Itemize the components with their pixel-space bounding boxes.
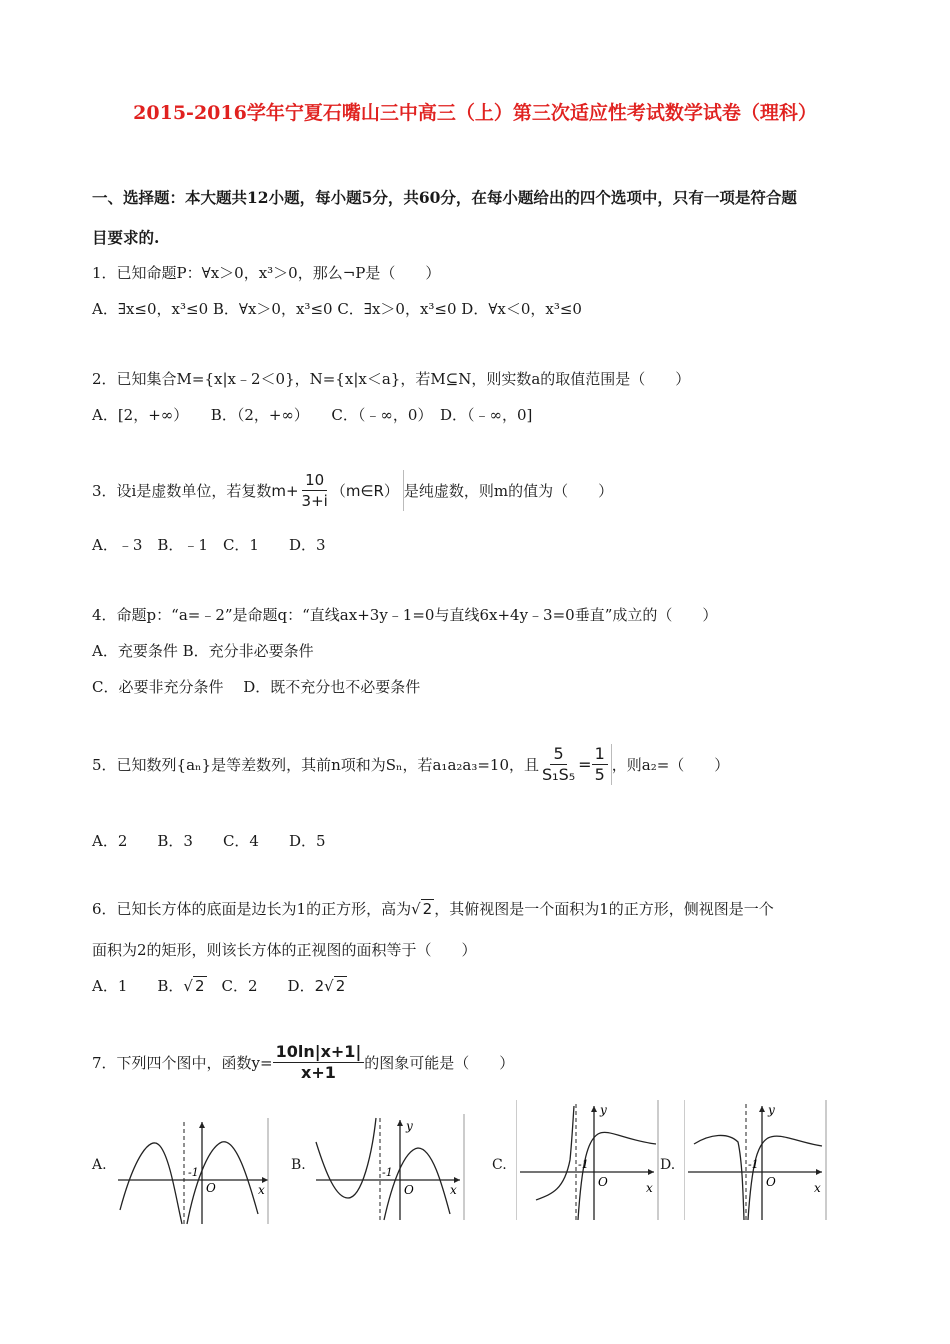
- q5-formula: [539, 744, 612, 785]
- graph-a-x-label: x: [258, 1183, 265, 1197]
- q6-opt-c: C．2 D．: [206, 977, 315, 995]
- graph-a-right-branch: [187, 1142, 258, 1224]
- q5-stem-a: 5．已知数列{aₙ}是等差数列，其前n项和为Sₙ，若a₁a₂a₃=10，且: [92, 756, 540, 774]
- q3-fraction: [299, 470, 331, 511]
- q5-f1-num: 5: [550, 744, 566, 765]
- graph-d-x-arrow: [816, 1169, 822, 1175]
- q6-stem-line2: 面积为2的矩形，则该长方体的正视图的面积等于（ ）: [92, 941, 477, 959]
- graph-d-y-arrow: [759, 1106, 765, 1112]
- graph-c-y-label: y: [600, 1103, 607, 1117]
- q5-f1-den: S₁S₅: [542, 765, 576, 784]
- graph-b-minus-one: -1: [382, 1166, 393, 1179]
- graph-d-minus-one: -1: [748, 1158, 759, 1171]
- q3-stem-a: 3．设i是虚数单位，若复数: [92, 482, 272, 500]
- graph-d-left-branch: [694, 1135, 744, 1220]
- q6-stem-b: ，其俯视图是一个面积为1的正方形，侧视图是一个: [434, 900, 774, 918]
- q5-equals: =: [578, 755, 592, 774]
- q7-fraction: [273, 1042, 365, 1083]
- q7-stem-a: 7．下列四个图中，函数y=: [92, 1054, 273, 1072]
- q6-sqrt: √ 2: [411, 899, 433, 918]
- graph-c-right-branch: [578, 1132, 656, 1220]
- q7-frac-den: x+1: [301, 1063, 336, 1082]
- q3-formula: [271, 470, 404, 511]
- graph-a-minus-one: -1: [188, 1166, 199, 1179]
- graph-b: [310, 1114, 470, 1224]
- graph-b-origin: O: [404, 1183, 414, 1197]
- q3-stem: [92, 470, 613, 511]
- graph-d-y-label: y: [768, 1103, 775, 1117]
- q7-frac-num: 10ln|x+1|: [273, 1042, 365, 1063]
- q7-stem: [92, 1042, 514, 1083]
- q5-options: A．2 B．3 C．4 D．5: [92, 832, 326, 850]
- graph-c: [516, 1100, 666, 1224]
- q6-opt-d-expr: 2√ 2: [314, 976, 346, 995]
- q6-opt-d-coef: 2: [314, 976, 325, 995]
- section-heading-line2: 目要求的.: [92, 228, 160, 247]
- q6-opt-a: A．1 B．: [92, 977, 184, 995]
- q3-frac-num: 10: [302, 470, 327, 491]
- q6-opt-d-value: 2: [335, 976, 346, 995]
- graph-c-y-arrow: [591, 1106, 597, 1112]
- graph-c-x-label: x: [646, 1181, 653, 1195]
- graph-c-left-branch: [536, 1106, 574, 1200]
- q2-options: A．[2，+∞） B．（2，+∞） C．（﹣∞，0） D．（﹣∞，0]: [92, 406, 533, 424]
- graph-a-label: A.: [92, 1157, 107, 1173]
- graph-b-right-branch: [384, 1148, 450, 1220]
- graph-d-right-branch: [748, 1136, 822, 1220]
- graph-d: [684, 1100, 834, 1224]
- graph-c-minus-one: -1: [578, 1158, 589, 1171]
- q3-stem-b: 是纯虚数，则m的值为（ ）: [403, 482, 614, 500]
- q4-stem: 4．命题p：“a=﹣2”是命题q：“直线ax+3y﹣1=0与直线6x+4y﹣3=0垂直”成立的（ ）: [92, 606, 718, 624]
- q3-frac-den: 3+i: [301, 492, 328, 510]
- graph-c-label: C.: [492, 1157, 507, 1173]
- graph-d-label: D.: [660, 1157, 676, 1173]
- graph-b-x-label: x: [450, 1183, 457, 1197]
- q5-fraction-2: [592, 744, 608, 785]
- graph-a-left-branch: [120, 1143, 182, 1224]
- graph-d-origin: O: [766, 1175, 776, 1189]
- q3-options: A．﹣3 B．﹣1 C．1 D．3: [92, 536, 326, 554]
- q7-stem-b: 的图象可能是（ ）: [364, 1054, 515, 1072]
- q3-condition: （m∈R）: [330, 482, 399, 500]
- q5-f2-den: 5: [594, 765, 605, 784]
- graph-c-x-arrow: [648, 1169, 654, 1175]
- graph-b-y-arrow: [397, 1120, 403, 1126]
- q6-opt-b-value: 2: [194, 976, 205, 995]
- q1-options: A．∃x≤0，x³≤0 B．∀x＞0，x³≤0 C．∃x＞0，x³≤0 D．∀x＜0，x³≤0: [92, 300, 582, 318]
- page-title: 2015-2016学年宁夏石嘴山三中高三（上）第三次适应性考试数学试卷（理科）: [133, 102, 817, 124]
- q6-options: [92, 975, 347, 996]
- q3-formula-m: m+: [271, 481, 299, 500]
- graph-c-origin: O: [598, 1175, 608, 1189]
- graph-a-y-arrow: [199, 1122, 205, 1128]
- q5-fraction-1: [539, 744, 578, 785]
- q6-sqrt-value: 2: [422, 899, 433, 918]
- q2-stem: 2．已知集合M={x|x﹣2＜0}，N={x|x＜a}，若M⊆N，则实数a的取值范围是（ ）: [92, 370, 691, 388]
- section-heading-line1: 一、选择题：本大题共12小题，每小题5分，共60分，在每小题给出的四个选项中，只有一项是符合题: [92, 188, 797, 207]
- graph-a-origin: O: [206, 1181, 216, 1195]
- q6-opt-b-sqrt: √ 2: [183, 976, 205, 995]
- q6-stem: [92, 898, 774, 919]
- q4-options-cd: C．必要非充分条件 D．既不充分也不必要条件: [92, 678, 421, 696]
- q5-f2-num: 1: [592, 744, 608, 765]
- q1-stem: 1．已知命题P：∀x＞0，x³＞0，那么¬P是（ ）: [92, 264, 441, 282]
- q4-options-ab: A．充要条件 B．充分非必要条件: [92, 642, 314, 660]
- graph-d-x-label: x: [814, 1181, 821, 1195]
- graph-b-y-label: y: [406, 1119, 413, 1133]
- q5-stem-b: ，则a₂=（ ）: [611, 756, 730, 774]
- graph-a: [112, 1118, 272, 1228]
- q5-stem: [92, 744, 729, 785]
- graph-b-left-branch: [316, 1118, 376, 1198]
- graph-b-label: B.: [291, 1157, 306, 1173]
- q6-stem-a: 6．已知长方体的底面是边长为1的正方形，高为: [92, 900, 412, 918]
